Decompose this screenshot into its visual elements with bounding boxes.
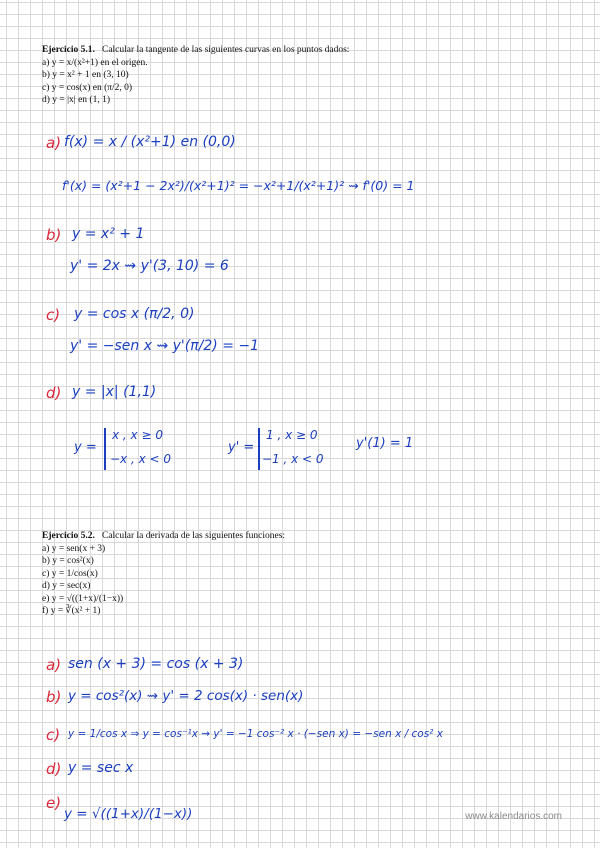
hw2-b-label: b) [46, 688, 62, 706]
exercise-5-2-item-d: d) y = sec(x) [42, 581, 91, 591]
exercise-5-1-item-c: c) y = cos(x) en (π/2, 0) [42, 82, 133, 93]
hw1-a-label: a) [46, 134, 62, 152]
exercise-5-2-header [42, 530, 562, 543]
hw2-c-text: y = 1/cos x ⇒ y = cos⁻¹x ⇝ y' = −1 cos⁻² x · (−sen x) = −sen x / cos² x [68, 728, 443, 740]
hw1-d-dbrace [258, 428, 260, 470]
hw1-d-line1: y = |x| (1,1) [72, 384, 157, 400]
hw1-d-label: d) [46, 384, 62, 402]
hw1-a-line2: f'(x) = (x²+1 − 2x²)/(x²+1)² = −x²+1/(x²+1)² ⇝ f'(0) = 1 [62, 178, 415, 193]
hw1-d-result: y'(1) = 1 [356, 436, 414, 451]
exercise-5-1-item-d: d) y = |x| en (1, 1) [42, 95, 110, 105]
exercise-5-2-item-b: b) y = cos²(x) [42, 556, 94, 566]
exercise-5-1 [42, 44, 562, 107]
exercise-5-1-statement: Calcular la tangente de las siguientes curvas en los puntos dados: [101, 45, 350, 55]
exercise-5-1-header [42, 44, 562, 57]
hw1-d-dcase-bottom: −1 , x < 0 [262, 452, 324, 466]
hw1-d-prefix: y = [74, 440, 97, 455]
hw1-d-brace [104, 428, 106, 470]
exercise-5-2-item-a: a) y = sen(x + 3) [42, 543, 106, 554]
hw1-d-dcase-top: 1 , x ≥ 0 [266, 428, 318, 442]
hw1-a-line1: f(x) = x / (x²+1) en (0,0) [64, 134, 236, 150]
hw2-e-text: y = √((1+x)/(1−x)) [64, 806, 193, 822]
exercise-5-2-item-f: f) y = ∛(x² + 1) [42, 606, 101, 616]
hw1-c-label: c) [46, 306, 61, 324]
hw2-a-label: a) [46, 656, 62, 674]
hw2-a-text: sen (x + 3) = cos (x + 3) [68, 656, 244, 672]
hw1-b-label: b) [46, 226, 62, 244]
hw1-d-case-bottom: −x , x < 0 [110, 452, 172, 466]
exercise-5-2-statement: Calcular la derivada de las siguientes funciones: [101, 531, 286, 541]
exercise-5-1-item-a: a) y = x/(x²+1) en el origen. [42, 57, 148, 68]
hw1-d-dprefix: y' = [228, 440, 255, 455]
hw1-c-line1: y = cos x (π/2, 0) [74, 306, 195, 322]
hw2-e-label: e) [46, 794, 62, 812]
hw2-c-label: c) [46, 726, 61, 744]
exercise-5-1-title: Ejercicio 5.1. [42, 45, 95, 55]
hw1-c-line2: y' = −sen x ⇝ y'(π/2) = −1 [70, 338, 260, 354]
hw1-d-case-top: x , x ≥ 0 [112, 428, 163, 442]
hw2-b-text: y = cos²(x) ⇝ y' = 2 cos(x) · sen(x) [68, 688, 304, 704]
exercise-5-1-item-b: b) y = x² + 1 en (3, 10) [42, 70, 129, 80]
exercise-5-2 [42, 530, 562, 618]
footer-url: www.kalendarios.com [465, 811, 562, 822]
hw2-d-label: d) [46, 760, 62, 778]
exercise-5-2-title: Ejercicio 5.2. [42, 531, 95, 541]
hw2-d-text: y = sec x [68, 760, 134, 776]
hw1-b-line2: y' = 2x ⇝ y'(3, 10) = 6 [70, 258, 229, 274]
exercise-5-2-item-c: c) y = 1/cos(x) [42, 568, 98, 579]
exercise-5-2-item-e: e) y = √((1+x)/(1−x)) [42, 593, 124, 604]
hw1-b-line1: y = x² + 1 [72, 226, 145, 242]
